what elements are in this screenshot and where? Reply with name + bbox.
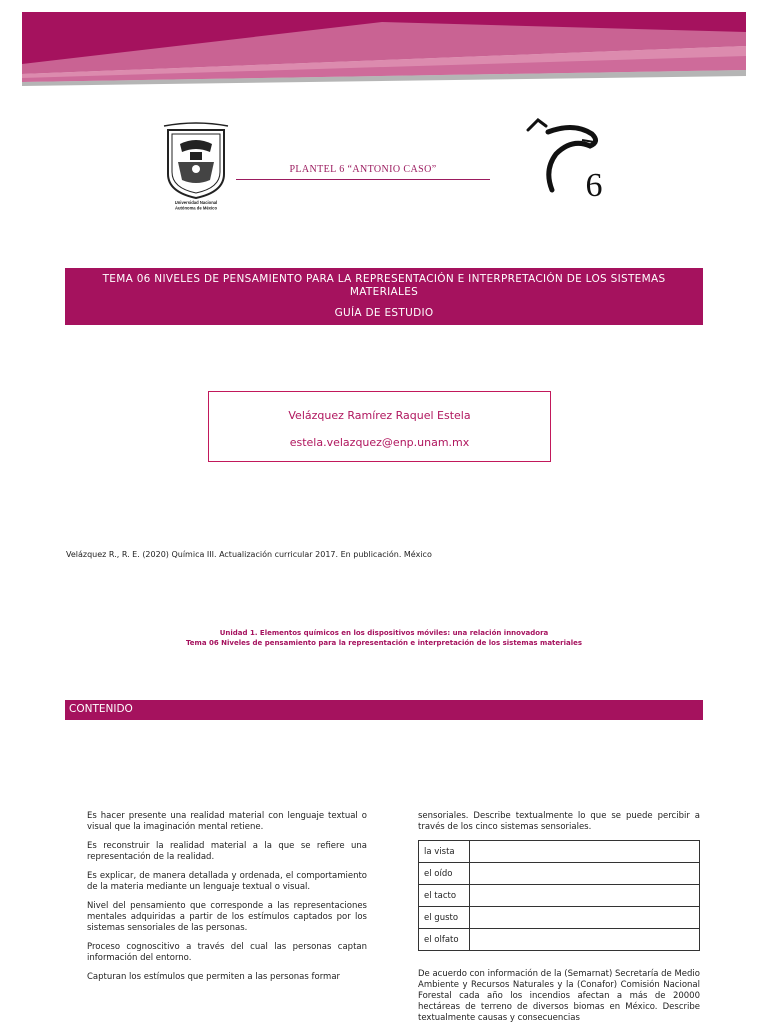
definitions-column [87, 811, 367, 991]
author-name: Velázquez Ramírez Raquel Estela [288, 409, 471, 422]
sense-label: el oído [419, 863, 470, 885]
plantel-6-logo-number: 6 [585, 167, 603, 204]
unit-title: Unidad 1. Elementos químicos en los dispositivos móviles: una relación innovadora [219, 629, 549, 637]
sense-answer-cell[interactable] [470, 841, 700, 863]
table-row [419, 885, 700, 907]
senses-intro [418, 811, 700, 833]
sense-label: el olfato [419, 929, 470, 951]
author-email[interactable]: estela.velazquez@enp.unam.mx [289, 436, 470, 449]
sense-answer-cell[interactable] [470, 929, 700, 951]
wildfire-prompt: De acuerdo con información de la (Semarnat) Secretaría de Medio Ambiente y Recursos Naturales y la (Conafor) Comisión Nacional Forestal cada año los incendios afectan a más de 20000 hectáreas de terreno de diversos biomas en México. Describe textualmente causas y consecuencias [418, 969, 700, 1023]
definition-item: Nivel del pensamiento que corresponde a las representaciones mentales adquiridas a partir de los estímulos captados por los sistemas sensoriales de las personas. [87, 901, 367, 933]
guide-subtitle: GUÍA DE ESTUDIO [334, 307, 434, 319]
title-band [65, 268, 703, 325]
definition-item: Es hacer presente una realidad material con lenguaje textual o visual que la imaginación mental retiene. [87, 811, 367, 832]
definition-item: Capturan los estímulos que permiten a las personas formar [87, 972, 341, 982]
sense-answer-cell[interactable] [470, 885, 700, 907]
header-banner [22, 12, 746, 90]
definition-item: Proceso cognoscitivo a través del cual las personas captan información del entorno. [87, 942, 367, 963]
topic-title: TEMA 06 NIVELES DE PENSAMIENTO PARA LA REPRESENTACIÓN E INTERPRETACIÓN DE LOS SISTEMAS MATERIALES [102, 273, 666, 298]
table-row [419, 929, 700, 951]
senses-table [418, 840, 700, 951]
contenido-label: CONTENIDO [69, 703, 133, 715]
sense-answer-cell[interactable] [470, 907, 700, 929]
sense-label: la vista [419, 841, 470, 863]
author-box [208, 391, 551, 462]
sense-label: el tacto [419, 885, 470, 907]
unit-heading [0, 628, 768, 648]
citation: Velázquez R., R. E. (2020) Química III. Actualización curricular 2017. En publicación. México [66, 550, 432, 559]
contenido-band [65, 700, 703, 720]
sense-label: el gusto [419, 907, 470, 929]
sense-answer-cell[interactable] [470, 863, 700, 885]
table-row [419, 863, 700, 885]
unam-logo [160, 122, 232, 212]
senses-intro-text: sensoriales. Describe textualmente lo que se puede percibir a través de los cinco sistemas sensoriales. [418, 811, 700, 832]
plantel-6-logo [522, 116, 610, 208]
table-row [419, 841, 700, 863]
definition-item: Es reconstruir la realidad material a la que se refiere una representación de la realidad. [87, 841, 367, 862]
table-row [419, 907, 700, 929]
definition-item: Es explicar, de manera detallada y ordenada, el comportamiento de la materia mediante un lenguaje textual o visual. [87, 871, 367, 892]
topic-subtitle: Tema 06 Niveles de pensamiento para la representación e interpretación de los sistemas materiales [185, 639, 583, 647]
svg-text:Autónoma de México: Autónoma de México [174, 205, 218, 211]
plantel-name: PLANTEL 6 “ANTONIO CASO” [289, 164, 437, 175]
plantel-underline [236, 179, 490, 180]
svg-text:Universidad Nacional: Universidad Nacional [174, 200, 218, 205]
